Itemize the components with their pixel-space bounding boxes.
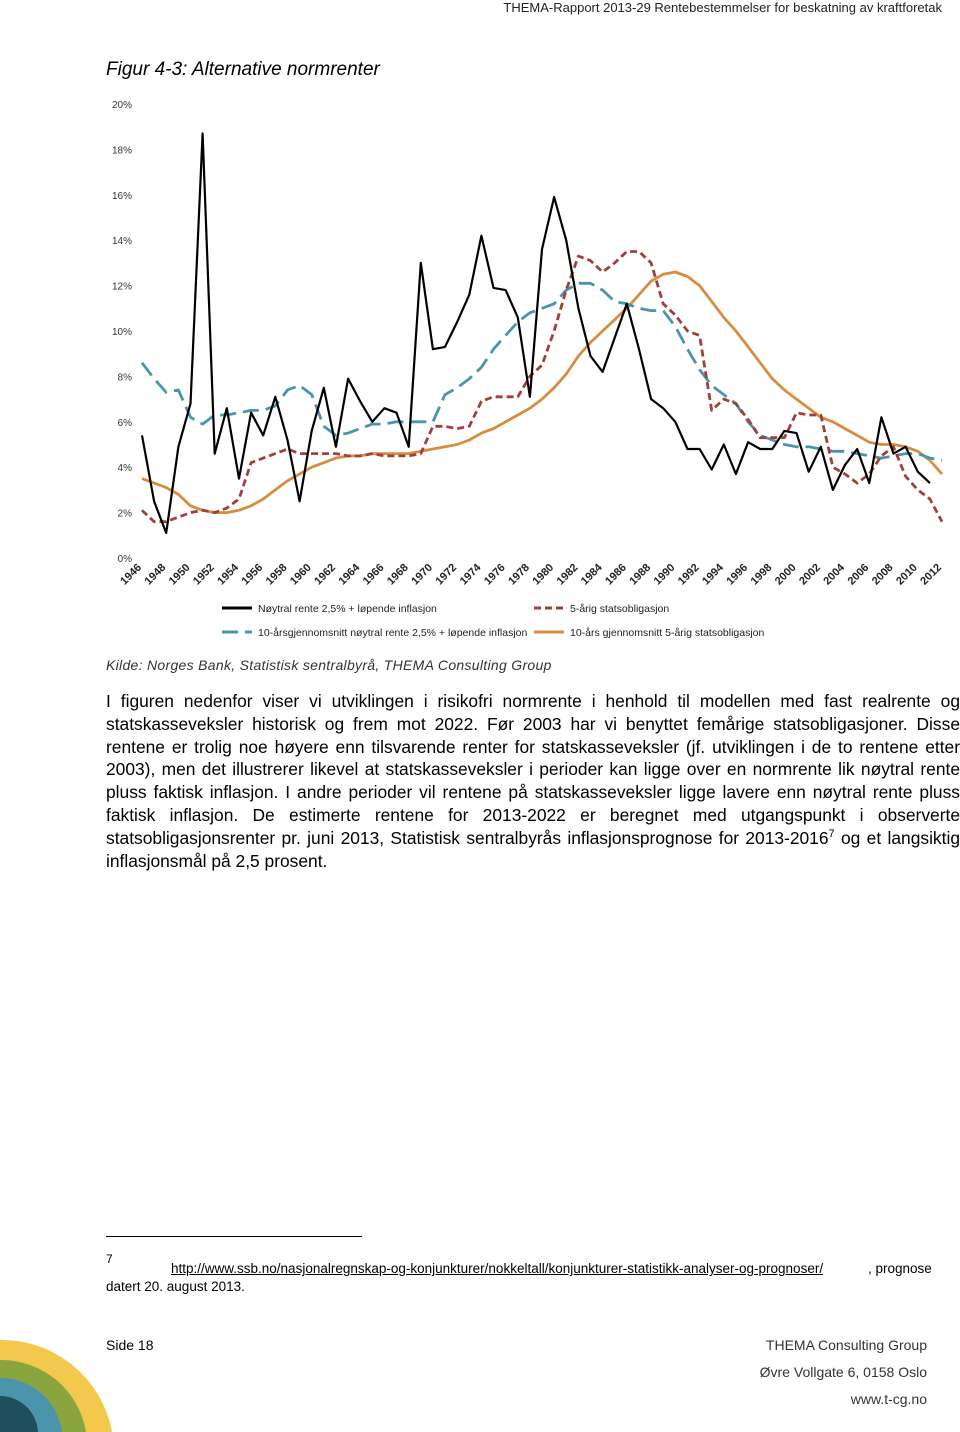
x-tick-label: 2004 (821, 561, 848, 588)
body-paragraph (106, 690, 960, 872)
x-tick-label: 1964 (336, 561, 363, 588)
x-tick-label: 1974 (457, 561, 484, 588)
y-tick-label: 20% (111, 100, 132, 111)
legend-label-0: Nøytral rente 2,5% + løpende inflasjon (258, 603, 437, 615)
series-layer (142, 134, 942, 534)
x-tick-label: 1956 (239, 561, 266, 588)
y-tick-label: 12% (111, 281, 132, 293)
footnote-link[interactable]: http://www.ssb.no/nasjonalregnskap-og-konjunkturer/nokkeltall/konjunkturer-statistikk-analyser-og-prognoser/ (171, 1261, 824, 1276)
figure-title: Figur 4-3: Alternative normrenter (106, 59, 380, 80)
x-tick-label: 1968 (384, 561, 411, 588)
y-tick-label: 0% (117, 554, 132, 565)
company-logo (0, 1330, 120, 1432)
x-tick-label: 2000 (772, 561, 799, 588)
company-website[interactable]: www.t-cg.no (850, 1391, 927, 1407)
footnote-suffix: , prognose (868, 1261, 932, 1276)
x-tick-label: 1996 (724, 561, 751, 588)
company-name: THEMA Consulting Group (765, 1337, 927, 1353)
paragraph-text: I figuren nedenfor viser vi utviklingen i risikofri normrente i henhold til modellen med fast realrente og statskasseveksler historisk og frem mot 2022. Før 2003 har vi benyttet femårige statsobligasjoner. Disse rentene er trolig noe høyere enn tilsvarende renter for statskasseveksler (jf. utviklingen i de to rentene etter 2003), men det illustrerer likevel at statskasseveksler i perioder kan ligge over en normrente lik nøytral rente pluss faktisk inflasjon. I andre perioder vil rentene på statskasseveksler ligge lavere enn nøytral rente pluss faktisk inflasjon. De estimerte rentene for 2013-2022 er beregnet med utgangspunkt i observerte statsobligasjonsrenter pr. juni 2013, Statistisk sentralbyrås inflasjonsprognose for 2013-2016 (106, 691, 960, 848)
x-tick-label: 1946 (118, 561, 145, 588)
x-tick-label: 1984 (578, 561, 605, 588)
footnote-reference[interactable]: 7 (828, 827, 835, 840)
company-address: Øvre Vollgate 6, 0158 Oslo (759, 1364, 927, 1380)
footnote-divider (106, 1236, 362, 1237)
x-tick-label: 1958 (263, 561, 290, 588)
x-tick-label: 1980 (530, 561, 557, 588)
figure-source: Kilde: Norges Bank, Statistisk sentralbyrå, THEMA Consulting Group (106, 657, 552, 673)
chart-legend (222, 603, 765, 639)
series-line-1 (142, 252, 942, 522)
series-line-0 (142, 134, 930, 534)
x-tick-label: 1972 (433, 561, 460, 588)
y-tick-label: 4% (117, 463, 132, 475)
page-number: Side 18 (106, 1337, 154, 1353)
y-tick-label: 18% (111, 145, 132, 157)
x-tick-label: 1960 (288, 561, 314, 588)
y-axis (112, 100, 132, 565)
x-tick-label: 1990 (651, 561, 678, 588)
x-tick-label: 2006 (845, 561, 872, 588)
x-tick-label: 1948 (142, 561, 169, 588)
x-tick-label: 1988 (627, 561, 654, 588)
x-tick-label: 1966 (360, 561, 387, 588)
y-tick-label: 14% (111, 236, 132, 248)
y-tick-label: 10% (111, 327, 132, 338)
footnote-number: 7 (106, 1252, 113, 1266)
x-tick-label: 2010 (894, 561, 920, 588)
x-tick-label: 1950 (166, 561, 193, 588)
x-tick-label: 1986 (603, 561, 629, 588)
x-tick-label: 2002 (797, 561, 823, 588)
x-tick-label: 1962 (312, 561, 339, 588)
x-tick-label: 1952 (191, 561, 217, 588)
x-tick-label: 1998 (748, 561, 775, 588)
x-tick-label: 2008 (869, 561, 896, 588)
x-tick-label: 2012 (918, 561, 945, 588)
y-tick-label: 6% (117, 417, 132, 429)
footnote-date: datert 20. august 2013. (106, 1279, 245, 1294)
y-tick-label: 2% (117, 508, 132, 520)
paragraph-text-end: og et langsiktig inflasjonsmål på 2,5 prosent. (106, 827, 960, 871)
y-tick-label: 16% (111, 190, 132, 202)
x-tick-label: 1954 (215, 561, 242, 588)
x-tick-label: 1992 (675, 561, 702, 588)
legend-label-1: 5-årig statsobligasjon (570, 603, 670, 615)
x-tick-label: 1970 (409, 561, 436, 588)
x-axis (118, 561, 944, 587)
report-header: THEMA-Rapport 2013-29 Rentebestemmelser for beskatning av kraftforetak (503, 0, 942, 15)
y-tick-label: 8% (117, 372, 132, 384)
x-tick-label: 1978 (506, 561, 533, 588)
legend-label-3: 10-års gjennomsnitt 5-årig statsobligasjon (570, 627, 765, 639)
line-chart (100, 92, 960, 652)
x-tick-label: 1982 (554, 561, 581, 588)
x-tick-label: 1976 (481, 561, 508, 588)
x-tick-label: 1994 (700, 561, 726, 588)
legend-label-2: 10-årsgjennomsnitt nøytral rente 2,5% + løpende inflasjon (258, 627, 528, 639)
